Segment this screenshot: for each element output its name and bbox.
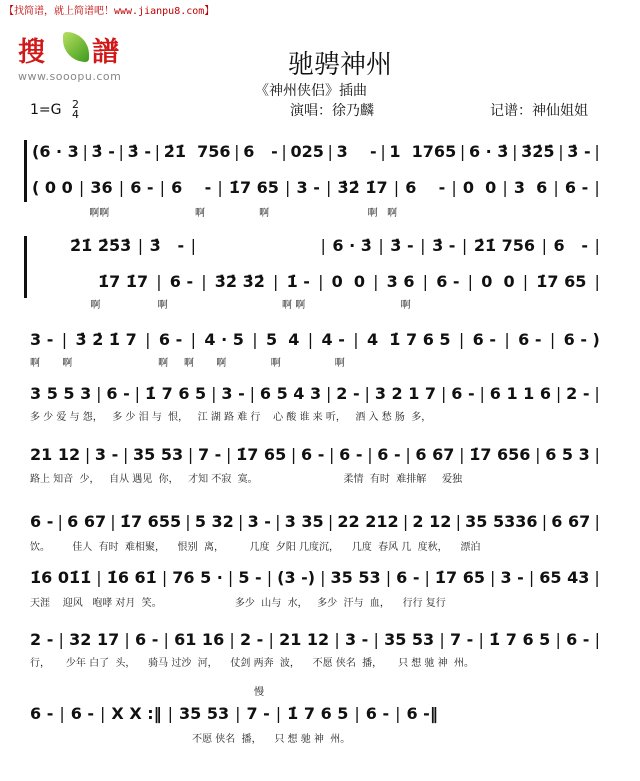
measure: 3̇2̇ 3̇2̇ (214, 272, 265, 291)
barline: | (512, 142, 518, 161)
measure: 35 5336 (465, 512, 538, 531)
barline: | (522, 272, 529, 291)
barline: | (439, 630, 445, 649)
measure: 35 53 (330, 568, 381, 587)
barline: | (329, 445, 335, 464)
measure: 3 - (336, 142, 377, 161)
notation-line (30, 704, 438, 723)
barline: | (82, 142, 88, 161)
barline: | (594, 630, 600, 649)
barline: | (373, 272, 379, 291)
notation-line (32, 178, 600, 197)
measure: 3̇ - (91, 142, 115, 161)
measure: 0 0 (481, 272, 515, 291)
measure: 6 - (134, 630, 159, 649)
barline: | (59, 704, 65, 723)
measure: 35 53 (384, 630, 435, 649)
measure: 3 5 5 3 (30, 384, 92, 403)
lyrics-line: 多 少 爱 与 怨， 多 少 泪 与 恨， 江 湖 路 难 行 心 酸 谁 来 听， 酒 入 愁 肠 多， (30, 412, 432, 423)
measure: 6 - (405, 178, 446, 197)
barline: | (451, 178, 457, 197)
measure: 2 - (239, 630, 264, 649)
measure: 6 - (566, 630, 590, 649)
key-signature (30, 100, 79, 120)
measure: 6 - (301, 445, 325, 464)
measure: 2̇1̇ 756 (473, 236, 536, 255)
barline: | (159, 178, 166, 197)
notation-line (30, 568, 600, 587)
measure: 3 - (221, 384, 245, 403)
barline: | (187, 445, 194, 464)
barline: | (504, 330, 510, 349)
measure: 1̇7 65 (228, 178, 279, 197)
barline: | (249, 384, 255, 403)
system-bracket (24, 236, 27, 298)
barline: | (367, 445, 373, 464)
barline: | (326, 384, 332, 403)
measure: 6 - (436, 272, 460, 291)
measure: 3̇ - (149, 236, 185, 255)
barline: | (405, 445, 411, 464)
measure: 3 35 (284, 512, 324, 531)
measure (203, 236, 314, 255)
barline: | (238, 512, 244, 531)
measure: 4 1̇ 7 6 5 (367, 330, 451, 349)
song-subtitle: 《神州侠侣》插曲 (255, 83, 367, 99)
measure: 7 - (449, 630, 474, 649)
measure: 6 - (130, 178, 154, 197)
barline: | (124, 630, 130, 649)
measure: 3 - (296, 178, 320, 197)
measure: 3̇ - (432, 236, 456, 255)
measure: 6 - (339, 445, 363, 464)
measure: 3̇ - (567, 142, 591, 161)
measure: 2 - (336, 384, 360, 403)
notation-line (30, 330, 600, 349)
barline: | (458, 330, 465, 349)
barline: | (535, 445, 541, 464)
logo-char-2: 譜 (92, 37, 119, 68)
barline: | (459, 142, 466, 161)
barline: | (84, 445, 91, 464)
measure: 1̇ 7 6 5 (144, 384, 207, 403)
measure: 6 5 3 (545, 445, 590, 464)
measure: 1̇7 65 (434, 568, 486, 587)
barline: | (420, 236, 426, 255)
barline: | (161, 568, 168, 587)
barline: | (96, 384, 102, 403)
lyrics-line: 行， 少年 白了 头， 骑马 过沙 河， 仗剑 两奔 波， 不愿 侠名 播， 只 想 驰 神 州。 (30, 658, 474, 669)
measure: 025 (290, 142, 324, 161)
barline: | (553, 178, 559, 197)
barline: | (490, 568, 496, 587)
barline: | (385, 568, 392, 587)
measure: (3 -) (277, 568, 316, 587)
barline: | (290, 445, 297, 464)
meter-bottom: 4 (71, 108, 79, 121)
barline: | (217, 178, 223, 197)
barline: | (190, 236, 197, 255)
measure: 6 -‖ (406, 704, 438, 723)
barline: | (275, 512, 281, 531)
barline: | (594, 512, 600, 531)
barline: | (118, 142, 124, 161)
measure: ( 0 0 (32, 178, 73, 197)
measure: 1̇7 65 (536, 272, 587, 291)
measure: 3̇ - (390, 236, 414, 255)
measure: 6 - (171, 178, 212, 197)
barline: | (594, 445, 600, 464)
measure: 6 - (243, 142, 278, 161)
lyrics-line: 天涯 迎风 咆哮 对月 笑。 多少 山与 水， 多少 汗与 血， 行行 复行 (30, 598, 446, 609)
notation-line (30, 512, 600, 531)
notation-line (30, 445, 600, 464)
barline: | (326, 178, 332, 197)
measure: 3 6 (386, 272, 415, 291)
barline: | (145, 330, 151, 349)
measure: 76 5 · (172, 568, 223, 587)
barline: | (318, 272, 324, 291)
barline: | (541, 236, 547, 255)
barline: | (594, 272, 600, 291)
barline: | (185, 512, 191, 531)
barline: | (555, 630, 561, 649)
barline: | (118, 178, 125, 197)
measure: (6 · 3 (32, 142, 79, 161)
transcriber: 记谱：神仙姐姐 (490, 103, 588, 119)
barline: | (393, 178, 400, 197)
measure: 6 - (365, 704, 390, 723)
measure: 2 12 (412, 512, 452, 531)
measure: 3 6 (513, 178, 548, 197)
measure: 35 53 (178, 704, 230, 723)
system-bracket (24, 140, 27, 202)
barline: | (478, 630, 484, 649)
barline: | (461, 236, 468, 255)
measure: 3̇ 2̇ 1̇ 7 (75, 330, 137, 349)
measure: 22 212 (337, 512, 399, 531)
barline: | (354, 704, 360, 723)
measure: 6 - (158, 330, 183, 349)
measure: 6 - ) (563, 330, 600, 349)
measure: 6 67 (551, 512, 591, 531)
measure: 0 0 (331, 272, 365, 291)
measure: 3 - (30, 330, 54, 349)
measure: 6 1 1 6 (489, 384, 551, 403)
barline: | (122, 445, 129, 464)
measure: 1̇ 7 6 5 (489, 630, 551, 649)
barline: | (422, 272, 429, 291)
measure: 6 - (30, 512, 54, 531)
measure: 6 · 3̇ (468, 142, 509, 161)
measure: 65 43 (539, 568, 590, 587)
barline: | (275, 704, 282, 723)
measure: X X :‖ (111, 704, 162, 723)
site-banner[interactable]: 【找简谱，就上简谱吧！www.jianpu8.com】 (4, 6, 215, 17)
measure: 2 - (566, 384, 590, 403)
measure: 5 - (238, 568, 262, 587)
measure: 21 12 (30, 445, 81, 464)
barline: | (440, 384, 447, 403)
barline: | (549, 330, 556, 349)
measure: 1̇7 656 (469, 445, 531, 464)
lyrics-line: 啊 啊 啊 啊 啊 (30, 300, 411, 311)
barline: | (378, 236, 384, 255)
barline: | (467, 272, 474, 291)
measure: 61 16 (174, 630, 225, 649)
measure: 6 - (377, 445, 401, 464)
measure: 4 - (321, 330, 345, 349)
barline: | (58, 630, 64, 649)
measure: 1̇ - (286, 272, 310, 291)
barline: | (273, 272, 279, 291)
barline: | (61, 330, 68, 349)
measure: 2̇1̇ 2̇5̇3̇ (70, 236, 132, 255)
measure: 2 - (30, 630, 54, 649)
barline: | (402, 512, 409, 531)
barline: | (281, 142, 287, 161)
barline: | (320, 236, 326, 255)
lyrics-line: 啊 啊 啊 啊 啊 啊 啊 (30, 358, 345, 369)
measure: 3 - (94, 445, 119, 464)
notation-line (98, 272, 600, 291)
barline: | (541, 512, 548, 531)
barline: | (156, 272, 162, 291)
barline: | (373, 630, 379, 649)
measure: 1 1765 (389, 142, 457, 161)
lyrics-line: 路上 知音 少， 自从 遇见 你， 才知 不寂 寞。 柔情 有时 难排解 爱独 (30, 474, 463, 485)
measure: 7 - (197, 445, 222, 464)
measure: 6 - (70, 704, 95, 723)
barline: | (594, 178, 600, 197)
key: 1=G (30, 102, 62, 118)
measure: 35 53 (133, 445, 184, 464)
barline: | (252, 330, 258, 349)
measure: 1̇ 7 6 5 (287, 704, 349, 723)
barline: | (455, 512, 461, 531)
singer: 演唱：徐乃麟 (290, 103, 374, 119)
measure: 6 · 3̇ (332, 236, 372, 255)
tempo-mark: 慢 (254, 687, 264, 698)
barline: | (594, 384, 600, 403)
notation-line (30, 384, 600, 403)
barline: | (229, 630, 235, 649)
barline: | (235, 704, 241, 723)
barline: | (479, 384, 485, 403)
measure: 3 - (500, 568, 524, 587)
barline: | (134, 384, 141, 403)
meter-top: 2 (71, 98, 79, 111)
measure: 32 17 (69, 630, 120, 649)
barline: | (327, 142, 333, 161)
measure: 21 12 (279, 630, 330, 649)
barline: | (266, 568, 273, 587)
barline: | (57, 512, 63, 531)
measure: 1̇7 65 (236, 445, 287, 464)
measure: 5 32 (194, 512, 234, 531)
measure: 6 - (472, 330, 497, 349)
barline: | (555, 384, 562, 403)
barline: | (353, 330, 359, 349)
barline: | (268, 630, 274, 649)
measure: 3̇2̇ 1̇7 (337, 178, 388, 197)
barline: | (320, 568, 326, 587)
barline: | (334, 630, 340, 649)
barline: | (234, 142, 240, 161)
measure: 6 5 4 3 (259, 384, 322, 403)
measure: 2̇1̇ 756 (163, 142, 231, 161)
barline: | (137, 236, 144, 255)
measure: 1̇6 01̇1̇ (30, 568, 92, 587)
barline: | (226, 445, 232, 464)
lyrics-line: 饮。 佳人 有时 难相聚， 恨别 离， 几度 夕阳 几度沉， 几度 春风 几 度秋， 漂泊 (30, 542, 481, 553)
measure: 3 - (247, 512, 271, 531)
measure: 5 4 (265, 330, 300, 349)
measure: 6 - (30, 704, 54, 723)
measure: 7 - (246, 704, 270, 723)
measure: 6 - (396, 568, 420, 587)
barline: | (201, 272, 207, 291)
barline: | (163, 630, 169, 649)
barline: | (327, 512, 334, 531)
measure: 1̇6 61̇ (106, 568, 157, 587)
measure: 1̇7 1̇7 (98, 272, 149, 291)
barline: | (459, 445, 465, 464)
barline: | (167, 704, 173, 723)
barline: | (594, 568, 600, 587)
lyrics-line: 不愿 侠名 播， 只 想 驰 神 州。 (30, 734, 351, 745)
barline: | (594, 236, 600, 255)
song-title: 驰骋神州 (287, 50, 392, 80)
measure: 6 - (518, 330, 542, 349)
measure: 0 0 (462, 178, 497, 197)
barline: | (594, 142, 600, 161)
measure: 4 · 5 (204, 330, 244, 349)
barline: | (154, 142, 161, 161)
barline: | (100, 704, 106, 723)
barline: | (502, 178, 508, 197)
notation-line (70, 236, 600, 255)
barline: | (424, 568, 430, 587)
barline: | (110, 512, 116, 531)
measure: 3̇2̇5̇ (521, 142, 555, 161)
barline: | (96, 568, 102, 587)
barline: | (395, 704, 401, 723)
logo-url: www.sooopu.com (18, 70, 122, 83)
barline: | (227, 568, 234, 587)
barline: | (190, 330, 196, 349)
measure: 3̇ - (127, 142, 151, 161)
measure: 1̇7 655 (119, 512, 182, 531)
time-signature (72, 100, 79, 120)
measure: 3 2 1 7 (374, 384, 437, 403)
barline: | (285, 178, 291, 197)
measure: 6 - (553, 236, 588, 255)
measure: 6 - (169, 272, 194, 291)
barline: | (528, 568, 535, 587)
barline: | (558, 142, 564, 161)
logo-char-1: 搜 (18, 37, 45, 68)
measure: 6 - (564, 178, 589, 197)
measure: 6 - (451, 384, 475, 403)
measure: 3 - (344, 630, 369, 649)
barline: | (380, 142, 386, 161)
barline: | (211, 384, 217, 403)
measure: 6 67 (415, 445, 455, 464)
notation-line (32, 142, 600, 161)
lyrics-line: 啊啊 啊 啊 啊 啊 (32, 208, 398, 219)
measure: 6 67 (67, 512, 107, 531)
measure: 36 (90, 178, 113, 197)
barline: | (78, 178, 85, 197)
measure: 6 - (106, 384, 130, 403)
barline: | (307, 330, 314, 349)
notation-line (30, 630, 600, 649)
barline: | (364, 384, 370, 403)
